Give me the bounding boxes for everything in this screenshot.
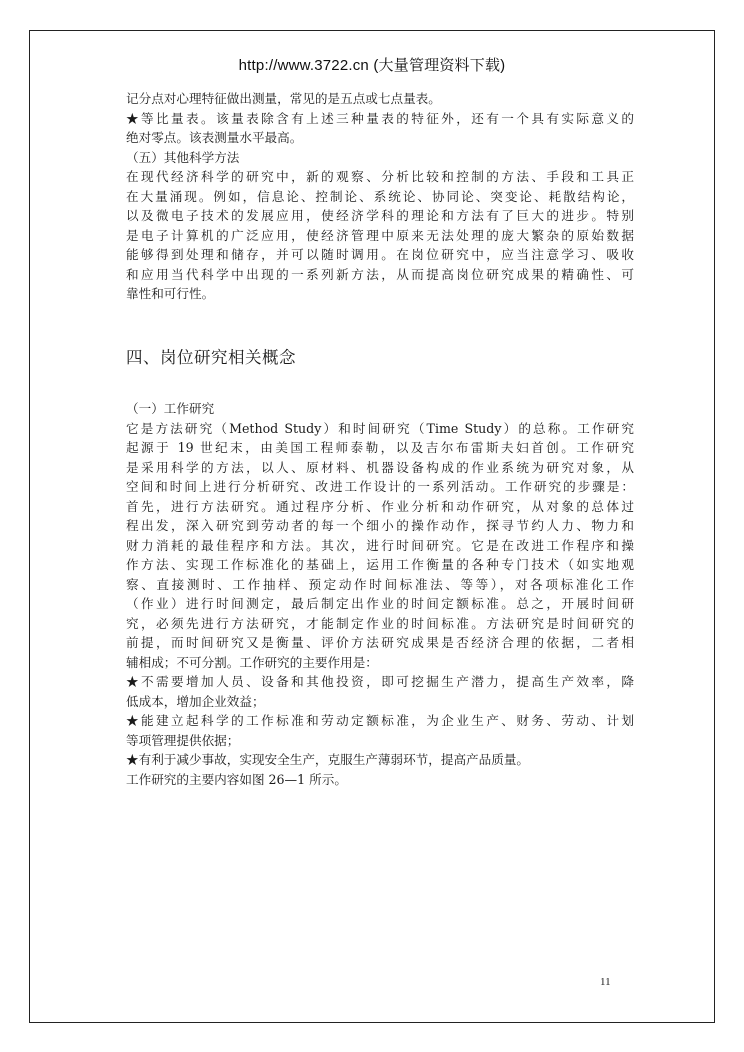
bullet-line: ★能建立起科学的工作标准和劳动定额标准，为企业生产、财务、劳动、计划 bbox=[126, 713, 634, 728]
text-line: 作方法、实现工作标准化的基础上，运用工作衡量的各种专门技术（如实地观 bbox=[126, 557, 634, 572]
body-text-top bbox=[126, 89, 634, 304]
text-line: 究，必须先进行方法研究，才能制定作业的时间标准。方法研究是时间研究的 bbox=[126, 615, 634, 631]
text-line: （作业）进行时间测定，最后制定出作业的时间定额标准。总之，开展时间研 bbox=[126, 596, 634, 611]
text-line: 低成本，增加企业效益； bbox=[126, 693, 265, 709]
subheading-other-methods: （五）其他科学方法 bbox=[126, 149, 240, 165]
text-line: 工作研究的主要内容如图 26—1 所示。 bbox=[126, 771, 347, 787]
text-line: 程出发，深入研究到劳动者的每一个细小的操作动作，探寻节约人力、物力和 bbox=[126, 518, 634, 533]
text-line: 是电子计算机的广泛应用，使经济管理中原来无法处理的庞大繁杂的原始数据 bbox=[126, 227, 634, 243]
text-line: 能够得到处理和储存，并可以随时调用。在岗位研究中，应当注意学习、吸收 bbox=[126, 247, 634, 262]
bullet-line: ★不需要增加人员、设备和其他投资，即可挖掘生产潜力，提高生产效率，降 bbox=[126, 674, 634, 689]
section-title: 四、岗位研究相关概念 bbox=[126, 348, 296, 367]
text-line: 空间和时间上进行分析研究、改进工作设计的一系列活动。工作研究的步骤是： bbox=[126, 479, 634, 494]
header-url: http://www.3722.cn (大量管理资料下载) bbox=[238, 57, 506, 74]
text-line: 它是方法研究（Method Study）和时间研究（Time Study）的总称。工作研究 bbox=[126, 420, 634, 436]
text-line: 辅相成；不可分割。工作研究的主要作用是： bbox=[126, 654, 378, 670]
text-line: 首先，进行方法研究。通过程序分析、作业分析和动作研究，从对象的总体过 bbox=[126, 498, 634, 514]
text-line: 靠性和可行性。 bbox=[126, 286, 215, 301]
text-line: 财力消耗的最佳程序和方法。其次，进行时间研究。它是在改进工作程序和操 bbox=[126, 537, 634, 553]
text-line: ★等比量表。该量表除含有上述三种量表的特征外，还有一个具有实际意义的 bbox=[126, 110, 634, 126]
text-line: 起源于 19 世纪末，由美国工程师泰勒，以及吉尔布雷斯夫妇首创。工作研究 bbox=[126, 440, 634, 455]
text-line: 以及微电子技术的发展应用，使经济学科的理论和方法有了巨大的进步。特别 bbox=[126, 208, 634, 223]
text-line: 在现代经济科学的研究中，新的观察、分析比较和控制的方法、手段和工具正 bbox=[126, 169, 634, 184]
subheading-work-study: （一）工作研究 bbox=[126, 401, 215, 416]
text-line: 等项管理提供依据； bbox=[126, 732, 240, 748]
text-line: 和应用当代科学中出现的一系列新方法，从而提高岗位研究成果的精确性、可 bbox=[126, 266, 634, 282]
text-line: 前提，而时间研究又是衡量、评价方法研究成果是否经济合理的依据，二者相 bbox=[126, 635, 634, 650]
page-number: 11 bbox=[600, 976, 611, 988]
text-line: 在大量涌现。例如，信息论、控制论、系统论、协同论、突变论、耗散结构论， bbox=[126, 188, 634, 204]
text-line: 绝对零点。该表测量水平最高。 bbox=[126, 130, 303, 145]
body-text-bottom bbox=[126, 399, 634, 789]
text-line: 察、直接测时、工作抽样、预定动作时间标准法、等等），对各项标准化工作 bbox=[126, 576, 634, 592]
text-line: 是采用科学的方法，以人、原材料、机器设备构成的作业系统为研究对象，从 bbox=[126, 459, 634, 475]
bullet-line: ★有利于减少事故，实现安全生产，克服生产薄弱环节，提高产品质量。 bbox=[126, 752, 529, 767]
text-line: 记分点对心理特征做出测量，常见的是五点或七点量表。 bbox=[126, 91, 441, 106]
